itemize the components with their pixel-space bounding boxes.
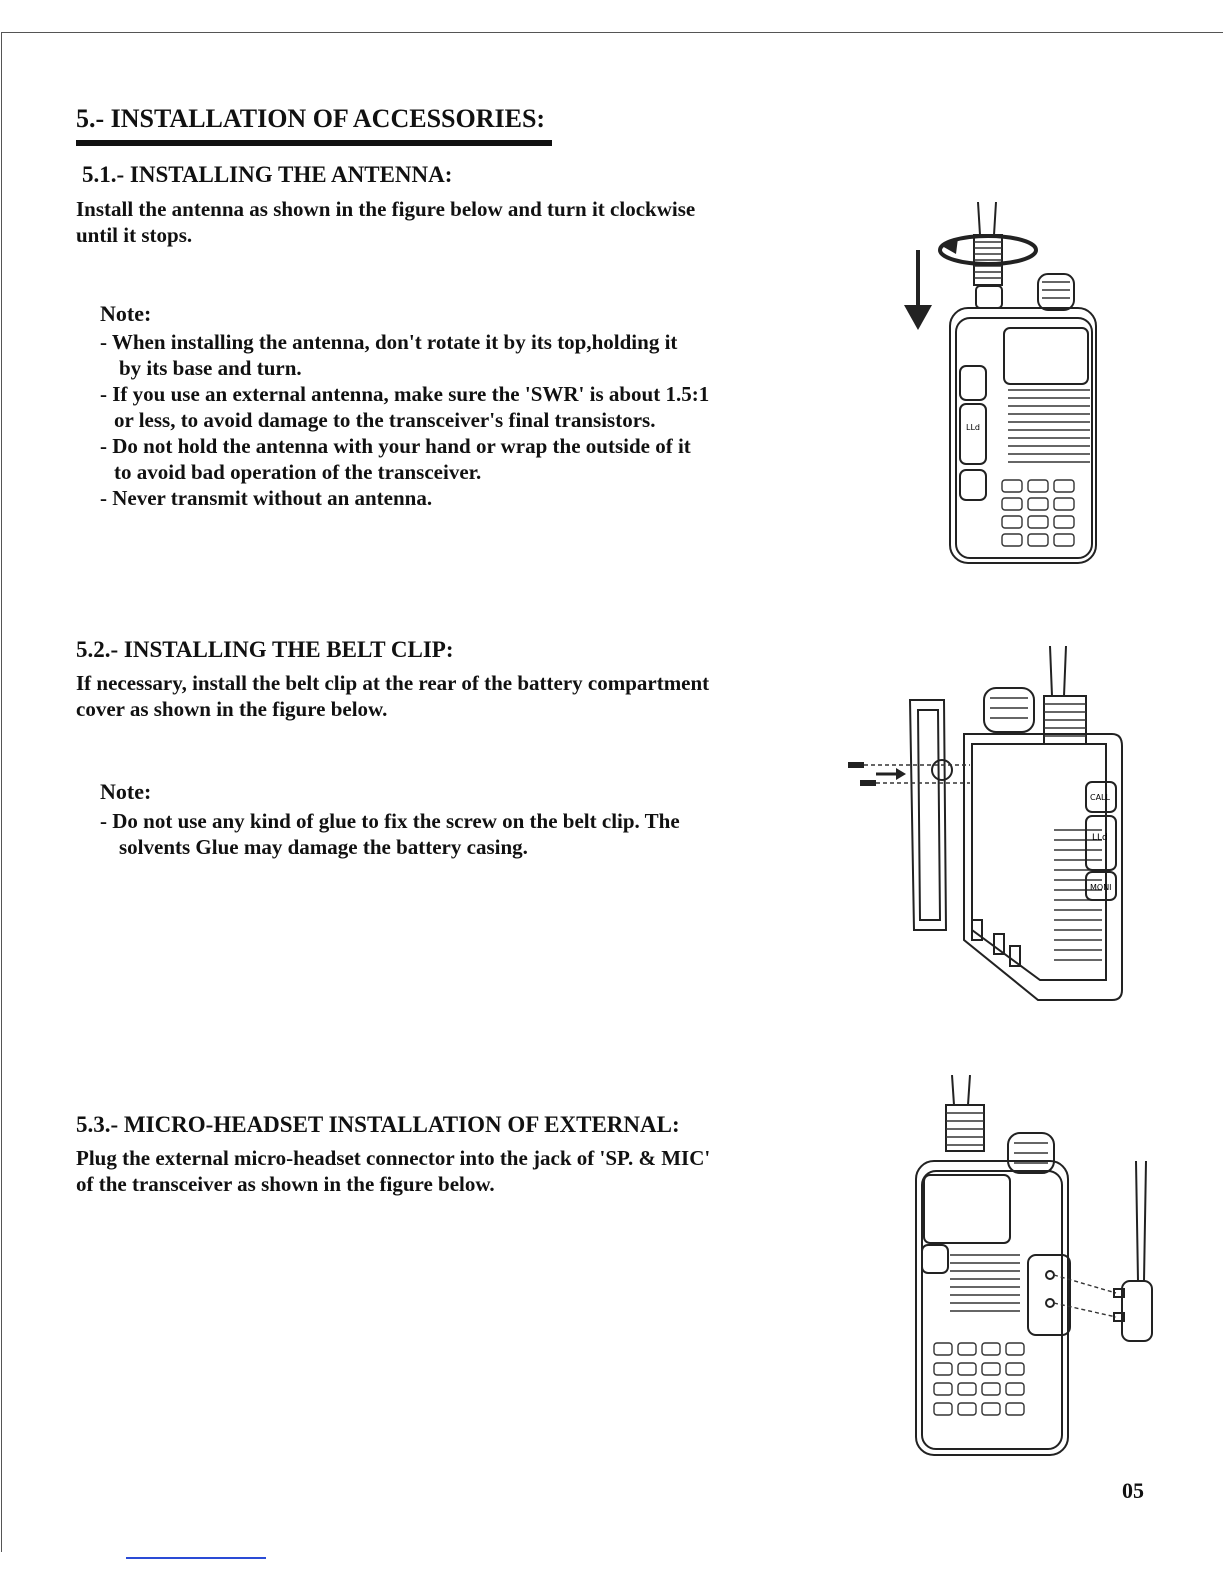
belt-clip-note-label: Note: bbox=[100, 779, 152, 804]
antenna-text-line-2: until it stops. bbox=[76, 223, 193, 247]
brand-label: LLd bbox=[966, 423, 980, 432]
bottom-link-underline bbox=[126, 1557, 266, 1559]
belt-clip-text-line-1: If necessary, install the belt clip at the rear of the battery compartment bbox=[76, 671, 710, 695]
antenna-heading: 5.1.- INSTALLING THE ANTENNA: bbox=[82, 162, 453, 187]
antenna-note-1: - When installing the antenna, don't rotate it by its top,holding it bbox=[100, 330, 678, 354]
antenna-note-2-cont: or less, to avoid damage to the transceiver's final transistors. bbox=[114, 408, 656, 432]
antenna-install-figure bbox=[890, 190, 1110, 580]
belt-clip-note-1-cont: solvents Glue may damage the battery casing. bbox=[119, 835, 528, 859]
antenna-note-label: Note: bbox=[100, 301, 152, 326]
section-title: 5.- INSTALLATION OF ACCESSORIES: bbox=[76, 104, 546, 133]
headset-text-line-1: Plug the external micro-headset connector into the jack of 'SP. & MIC' bbox=[76, 1146, 711, 1170]
page-number: 05 bbox=[1122, 1478, 1144, 1503]
antenna-note-2: - If you use an external antenna, make sure the 'SWR' is about 1.5:1 bbox=[100, 382, 710, 406]
belt-clip-note-1: - Do not use any kind of glue to fix the screw on the belt clip. The bbox=[100, 809, 680, 833]
headset-heading: 5.3.- MICRO-HEADSET INSTALLATION OF EXTERNAL: bbox=[76, 1112, 680, 1137]
antenna-text-line-1: Install the antenna as shown in the figure below and turn it clockwise bbox=[76, 197, 696, 221]
headset-text-line-2: of the transceiver as shown in the figure below. bbox=[76, 1172, 495, 1196]
antenna-note-1-cont: by its base and turn. bbox=[119, 356, 302, 380]
belt-clip-heading: 5.2.- INSTALLING THE BELT CLIP: bbox=[76, 637, 454, 662]
brand-label-2: LLd bbox=[1092, 833, 1108, 843]
call-label: CALL bbox=[1090, 793, 1110, 802]
headset-figure bbox=[910, 1075, 1180, 1465]
antenna-note-4: - Never transmit without an antenna. bbox=[100, 486, 433, 510]
moni-label: MONI bbox=[1090, 883, 1112, 892]
section-title-underline bbox=[76, 140, 552, 146]
belt-clip-figure bbox=[840, 640, 1130, 1010]
antenna-note-3: - Do not hold the antenna with your hand or wrap the outside of it bbox=[100, 434, 691, 458]
antenna-note-3-cont: to avoid bad operation of the transceiver. bbox=[114, 460, 482, 484]
belt-clip-text-line-2: cover as shown in the figure below. bbox=[76, 697, 388, 721]
